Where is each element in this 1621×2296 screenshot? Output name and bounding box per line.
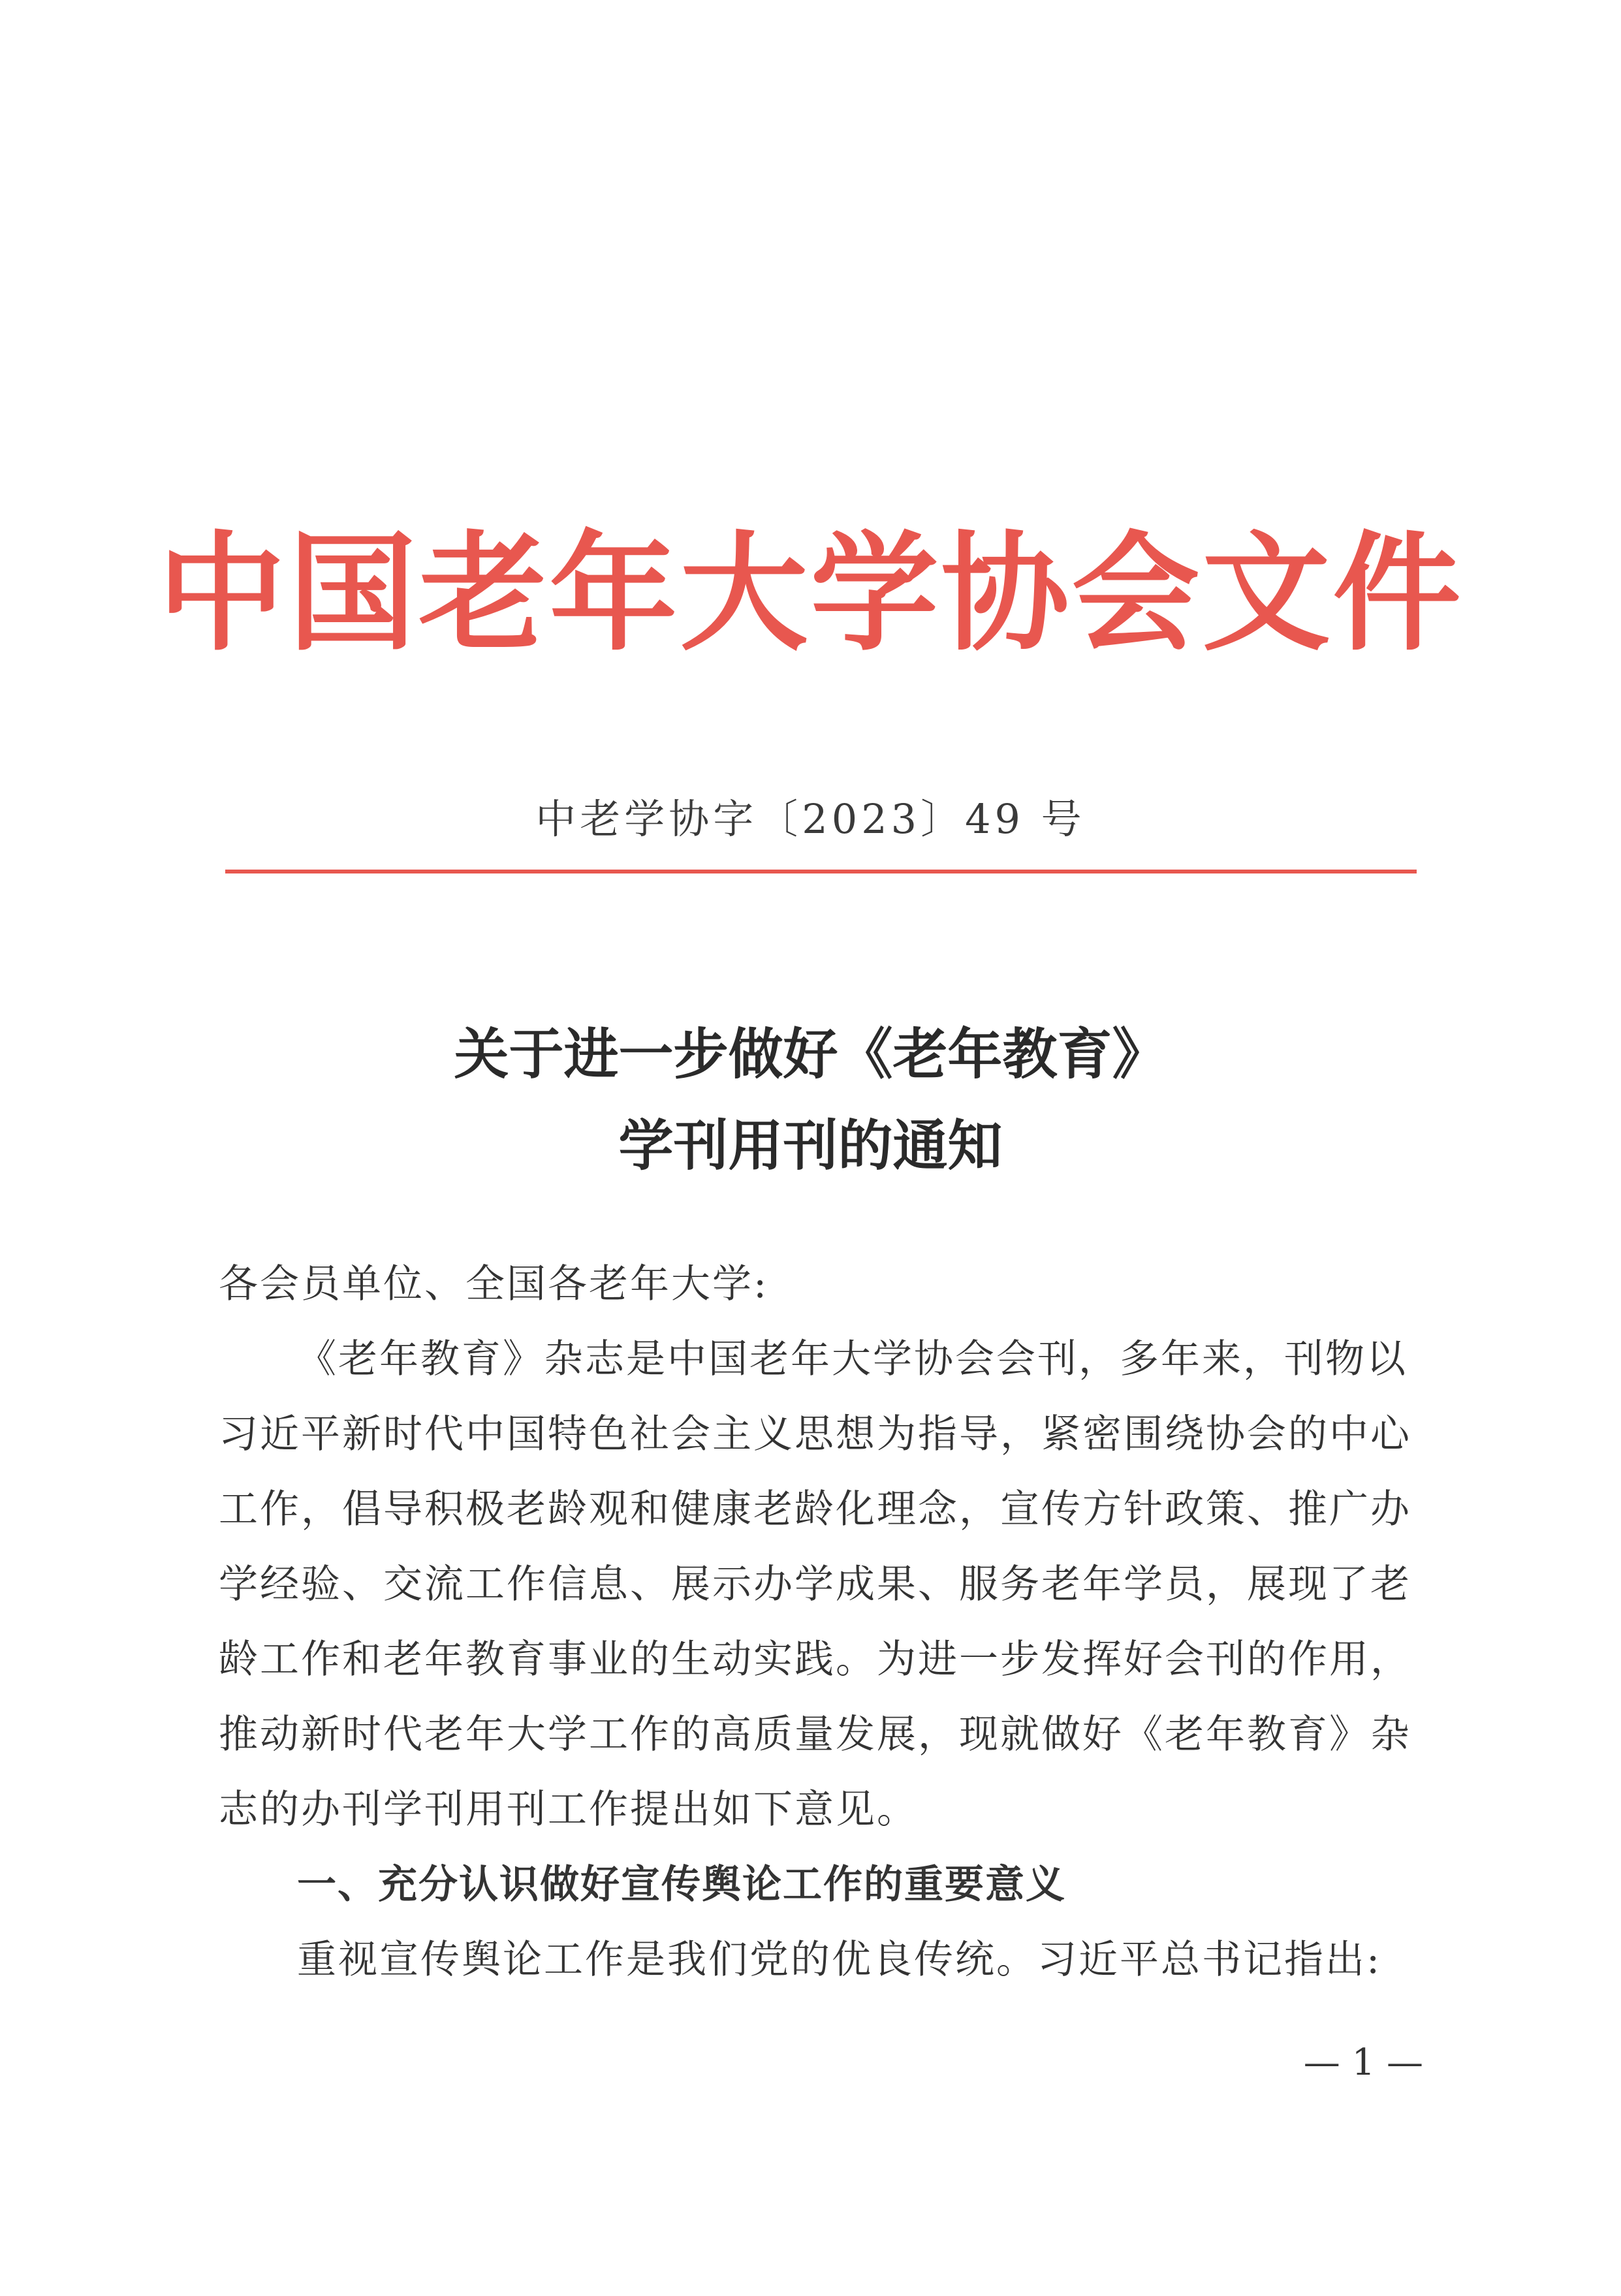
body-line: 工作，倡导积极老龄观和健康老龄化理念，宣传方针政策、推广办 — [219, 1486, 1411, 1532]
body-line: 龄工作和老年教育事业的生动实践。为进一步发挥好会刊的作用， — [219, 1637, 1411, 1682]
body-line: 重视宣传舆论工作是我们党的优良传统。习近平总书记指出: — [297, 1937, 1382, 1983]
body-line: 习近平新时代中国特色社会主义思想为指导，紧密围绕协会的中心 — [219, 1411, 1411, 1457]
title-line-2: 学刊用刊的通知 — [618, 1114, 1003, 1178]
organization-title: 中国老年大学协会文件 — [157, 520, 1464, 668]
body-line: 志的办刊学刊用刊工作提出如下意见。 — [219, 1787, 918, 1832]
document-number: 中老学协字〔2023〕49 号 — [535, 795, 1086, 843]
section-heading-1: 一、充分认识做好宣传舆论工作的重要意义 — [297, 1862, 1066, 1908]
red-divider — [225, 870, 1417, 873]
body-line: 学经验、交流工作信息、展示办学成果、服务老年学员，展现了老 — [219, 1562, 1411, 1607]
page-number: — 1 — — [1303, 2041, 1423, 2084]
notice-body — [219, 1247, 1411, 1998]
title-line-1: 关于进一步做好《老年教育》 — [454, 1022, 1167, 1086]
salutation: 各会员单位、全国各老年大学: — [219, 1261, 769, 1307]
notice-title — [0, 1009, 1621, 1191]
body-line: 《老年教育》杂志是中国老年大学协会会刊，多年来，刊物以 — [297, 1336, 1408, 1382]
body-line: 推动新时代老年大学工作的高质量发展，现就做好《老年教育》杂 — [219, 1712, 1411, 1757]
